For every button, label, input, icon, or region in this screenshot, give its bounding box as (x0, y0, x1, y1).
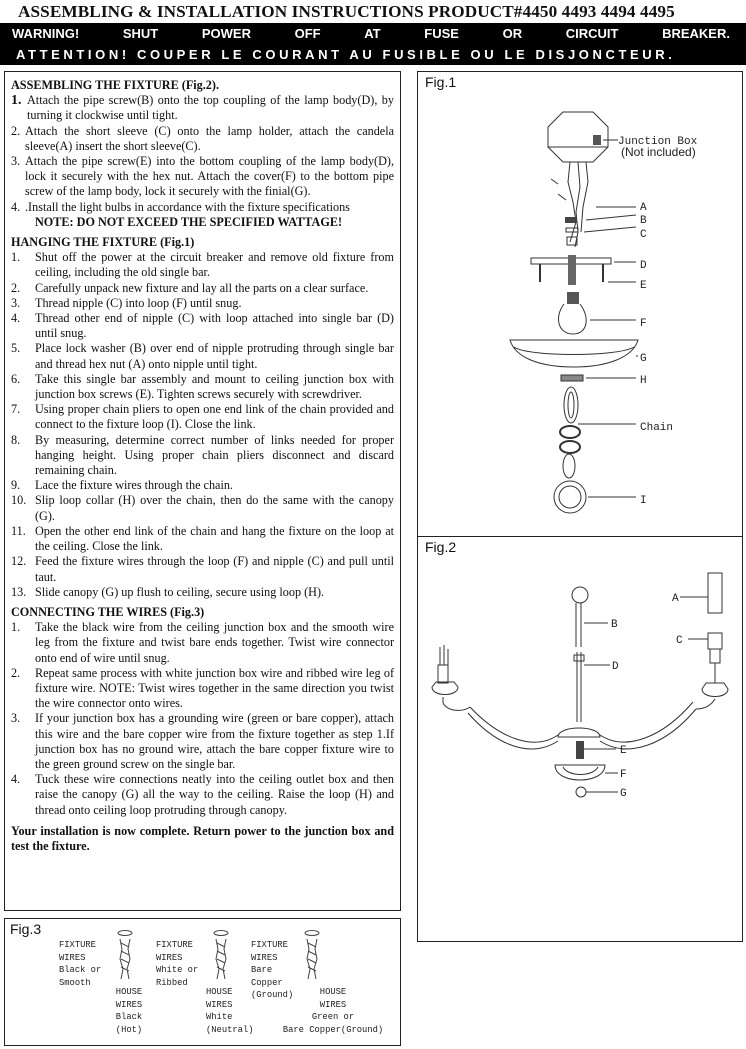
list-item (11, 493, 394, 523)
part-label-d: D (640, 260, 647, 272)
text-line: FIXTURE (156, 940, 193, 950)
hanging-heading: HANGING THE FIXTURE (Fig.1) (11, 235, 195, 250)
figure-1-panel (417, 71, 743, 537)
step-number: 2. (11, 665, 21, 680)
list-item (11, 402, 394, 432)
list-item (11, 124, 394, 154)
part-label-b: B (611, 619, 618, 631)
part-label-e: E (620, 745, 627, 757)
warning-word: AT (364, 26, 381, 41)
list-item (11, 478, 394, 493)
list-item (11, 666, 394, 712)
text-line: (Ground) (251, 990, 294, 1000)
part-label-f: F (620, 769, 627, 781)
step-text: Feed the fixture wires through the loop (F) and nipple (C) and pull until taut. (35, 554, 394, 584)
text-line: Black or (59, 965, 102, 975)
list-item (11, 341, 394, 371)
list-item (11, 772, 394, 818)
list-item (11, 200, 394, 215)
part-label-c: C (676, 635, 683, 647)
text-line: WIRES (59, 952, 86, 963)
figure-1-label: Fig.1 (425, 74, 457, 90)
step-number: 3. (11, 711, 21, 726)
list-item (11, 554, 394, 584)
step-text: By measuring, determine correct number of links needed for proper hanging height. Using proper chain pliers disconnect and discard remaining chain. (35, 432, 394, 478)
list-item (11, 372, 394, 402)
text-line: (Hot) (115, 1024, 143, 1035)
warning-word: CIRCUIT (565, 26, 619, 41)
step-text: .Install the light bulbs in accordance with the fixture specifications (25, 199, 350, 214)
text-line: WIRES (206, 999, 233, 1010)
hanging-steps (11, 250, 394, 600)
step-number: 8. (11, 432, 21, 447)
text-line: FIXTURE (59, 940, 96, 950)
step-text: Lace the fixture wires through the chain. (35, 478, 233, 493)
text-line: Smooth (59, 977, 91, 988)
step-text: Using proper chain pliers to open one end link of the chain provided and connect to the fixture loop (I). Close the link. (35, 402, 394, 432)
text-line: WIRES (156, 952, 183, 963)
warning-word: POWER (201, 26, 251, 41)
part-label-f: F (640, 318, 647, 330)
warning-word: WARNING! (12, 26, 80, 41)
step-number: 1. (11, 250, 21, 265)
part-label-d: D (612, 661, 619, 673)
house-wires-label (206, 986, 254, 1036)
assembling-heading: ASSEMBLING THE FIXTURE (Fig.2). (11, 78, 220, 92)
warning-word: FUSE (424, 26, 459, 41)
step-number: 1. (11, 93, 22, 109)
list-item (11, 296, 394, 311)
step-number: 11. (11, 523, 26, 538)
list-item (11, 281, 394, 296)
step-number: 7. (11, 402, 21, 417)
step-number: 9. (11, 478, 21, 493)
text-line: Bare Copper(Ground) (282, 1024, 384, 1035)
step-number: 3. (11, 295, 21, 310)
step-text: Repeat same process with white junction box wire and ribbed wire leg of fixture wire. NOTE: Twist wires together in the same direction you twist the wire connector onto wires. (35, 665, 394, 711)
step-text: Slip loop collar (H) over the chain, then do the same with the canopy (G). (35, 493, 394, 523)
wire-connector-icon (112, 929, 138, 985)
completion-note: Your installation is now complete. Return power to the junction box and test the fixture. (11, 823, 394, 853)
text-line: HOUSE (206, 987, 233, 997)
step-text: Take this single bar assembly and mount to ceiling junction box with junction box screws (E). Tighten screws securely with screwdriver. (35, 371, 394, 402)
step-text: Attach the pipe screw(B) onto the top coupling of the lamp body(D), by turning it clockwise until tight. (27, 93, 394, 123)
text-line: WIRES (319, 999, 347, 1010)
text-line: White or (156, 965, 199, 975)
text-line: Green or (311, 1012, 355, 1022)
connecting-steps (11, 620, 394, 818)
figure-3-label: Fig.3 (10, 921, 42, 937)
house-wires-label (278, 986, 388, 1036)
step-number: 2. (11, 280, 21, 295)
figure-2-diagram (418, 537, 744, 942)
figure-1-diagram (418, 72, 744, 538)
connecting-heading: CONNECTING THE WIRES (Fig.3) (11, 604, 205, 619)
fixture-wires-label (156, 939, 198, 989)
not-included-label: (Not included) (621, 145, 696, 159)
list-item (11, 433, 394, 479)
step-text: Thread other end of nipple (C) with loop attached into single bar (D) until snug. (35, 311, 394, 341)
warning-word: BREAKER. (662, 26, 730, 41)
figure-3-panel (4, 918, 401, 1046)
step-number: 12. (11, 554, 27, 569)
wattage-note: NOTE: DO NOT EXCEED THE SPECIFIED WATTAGE! (35, 214, 343, 229)
text-line: HOUSE (115, 987, 143, 997)
text-line: (Neutral) (206, 1024, 254, 1035)
part-label-c: C (640, 229, 647, 241)
step-text: If your junction box has a grounding wire (green or bare copper), attach this wire and the bare copper wire from the fixture together as step 1.If junction box has no ground wire, attach the bare copper fixture wire to the green ground screw on the single bar. (35, 711, 394, 771)
step-number: 2. (11, 123, 21, 138)
step-number: 13. (11, 584, 27, 599)
step-text: Attach the short sleeve (C) onto the lamp holder, attach the candela sleeve(A) insert the short sleeve(C). (25, 123, 394, 153)
list-item (11, 620, 394, 666)
figure-2-panel (417, 537, 743, 942)
text-line: Bare (251, 965, 273, 975)
text-line: HOUSE (319, 987, 347, 997)
page-title: ASSEMBLING & INSTALLATION INSTRUCTIONS PRODUCT#4450 4493 4494 4495 (18, 2, 675, 21)
list-item (11, 585, 394, 600)
part-label-chain: Chain (640, 422, 674, 434)
figure-2-label: Fig.2 (425, 539, 457, 555)
warning-word: OFF (294, 26, 321, 41)
text-line: Copper (251, 977, 283, 988)
part-label-g: G (640, 353, 647, 365)
instructions-panel (4, 71, 401, 911)
wire-connector-icon (299, 929, 325, 985)
step-number: 6. (11, 371, 21, 386)
fixture-wires-label (59, 939, 101, 989)
part-label-e: E (640, 280, 647, 292)
step-number: 4. (11, 199, 21, 214)
step-text: Carefully unpack new fixture and lay all the parts on a clear surface. (35, 280, 369, 295)
step-number: 4. (11, 772, 21, 787)
step-text: Thread nipple (C) into loop (F) until snug. (35, 295, 242, 310)
wire-connector-icon (208, 929, 234, 985)
step-text: Shut off the power at the circuit breaker and remove old fixture from ceiling, including the old single bar. (35, 250, 394, 280)
part-label-b: B (640, 215, 647, 227)
list-item (11, 524, 394, 554)
warning-banner-en (0, 23, 746, 44)
part-label-g: G (620, 788, 627, 800)
step-text: Place lock washer (B) over end of nipple protruding through single bar and thread hex nut (A) onto nipple until tight. (35, 341, 394, 371)
junction-box-label: Junction Box (618, 136, 698, 148)
step-number: 5. (11, 341, 21, 356)
text-line: White (206, 1012, 233, 1022)
text-line: WIRES (251, 952, 278, 963)
part-label-a: A (672, 593, 679, 605)
text-line: Black (115, 1012, 143, 1022)
text-line: FIXTURE (251, 940, 288, 950)
assembling-steps (11, 93, 394, 215)
step-number: 4. (11, 311, 21, 326)
step-text: Tuck these wire connections neatly into the ceiling outlet box and then raise the canopy (G) all the way to the ceiling. Raise the loop (H) and thread onto ceiling loop protruding through canopy. (35, 772, 394, 817)
house-wires-label (115, 986, 143, 1036)
step-number: 10. (11, 493, 27, 508)
list-item (11, 93, 394, 123)
text-line: Ribbed (156, 977, 188, 988)
step-number: 3. (11, 154, 21, 169)
step-text: Take the black wire from the ceiling junction box and the smooth wire leg from the fixture and twist bare ends together. Twist wire connector onto end of wire until snug. (35, 620, 394, 665)
list-item (11, 154, 394, 200)
step-text: Open the other end link of the chain and hang the fixture on the loop at the ceiling. Close the link. (35, 523, 394, 554)
warning-word: OR (502, 26, 523, 41)
step-number: 1. (11, 620, 21, 635)
list-item (11, 711, 394, 772)
list-item (11, 250, 394, 280)
part-label-i: I (640, 495, 647, 507)
step-text: Attach the pipe screw(E) into the bottom coupling of the lamp body(D), lock it securely with the hex nut. Attach the cover(F) to the bottom pipe screw of the lamp body, lock it securely with the finial(G). (25, 154, 394, 199)
step-text: Slide canopy (G) up flush to ceiling, secure using loop (H). (35, 584, 325, 599)
warning-word: SHUT (122, 26, 159, 41)
part-label-a: A (640, 202, 647, 214)
list-item (11, 311, 394, 341)
text-line: WIRES (115, 999, 143, 1010)
warning-banner-fr: ATTENTION! COUPER LE COURANT AU FUSIBLE OU LE DISJONCTEUR. (0, 44, 746, 65)
part-label-h: H (640, 375, 647, 387)
